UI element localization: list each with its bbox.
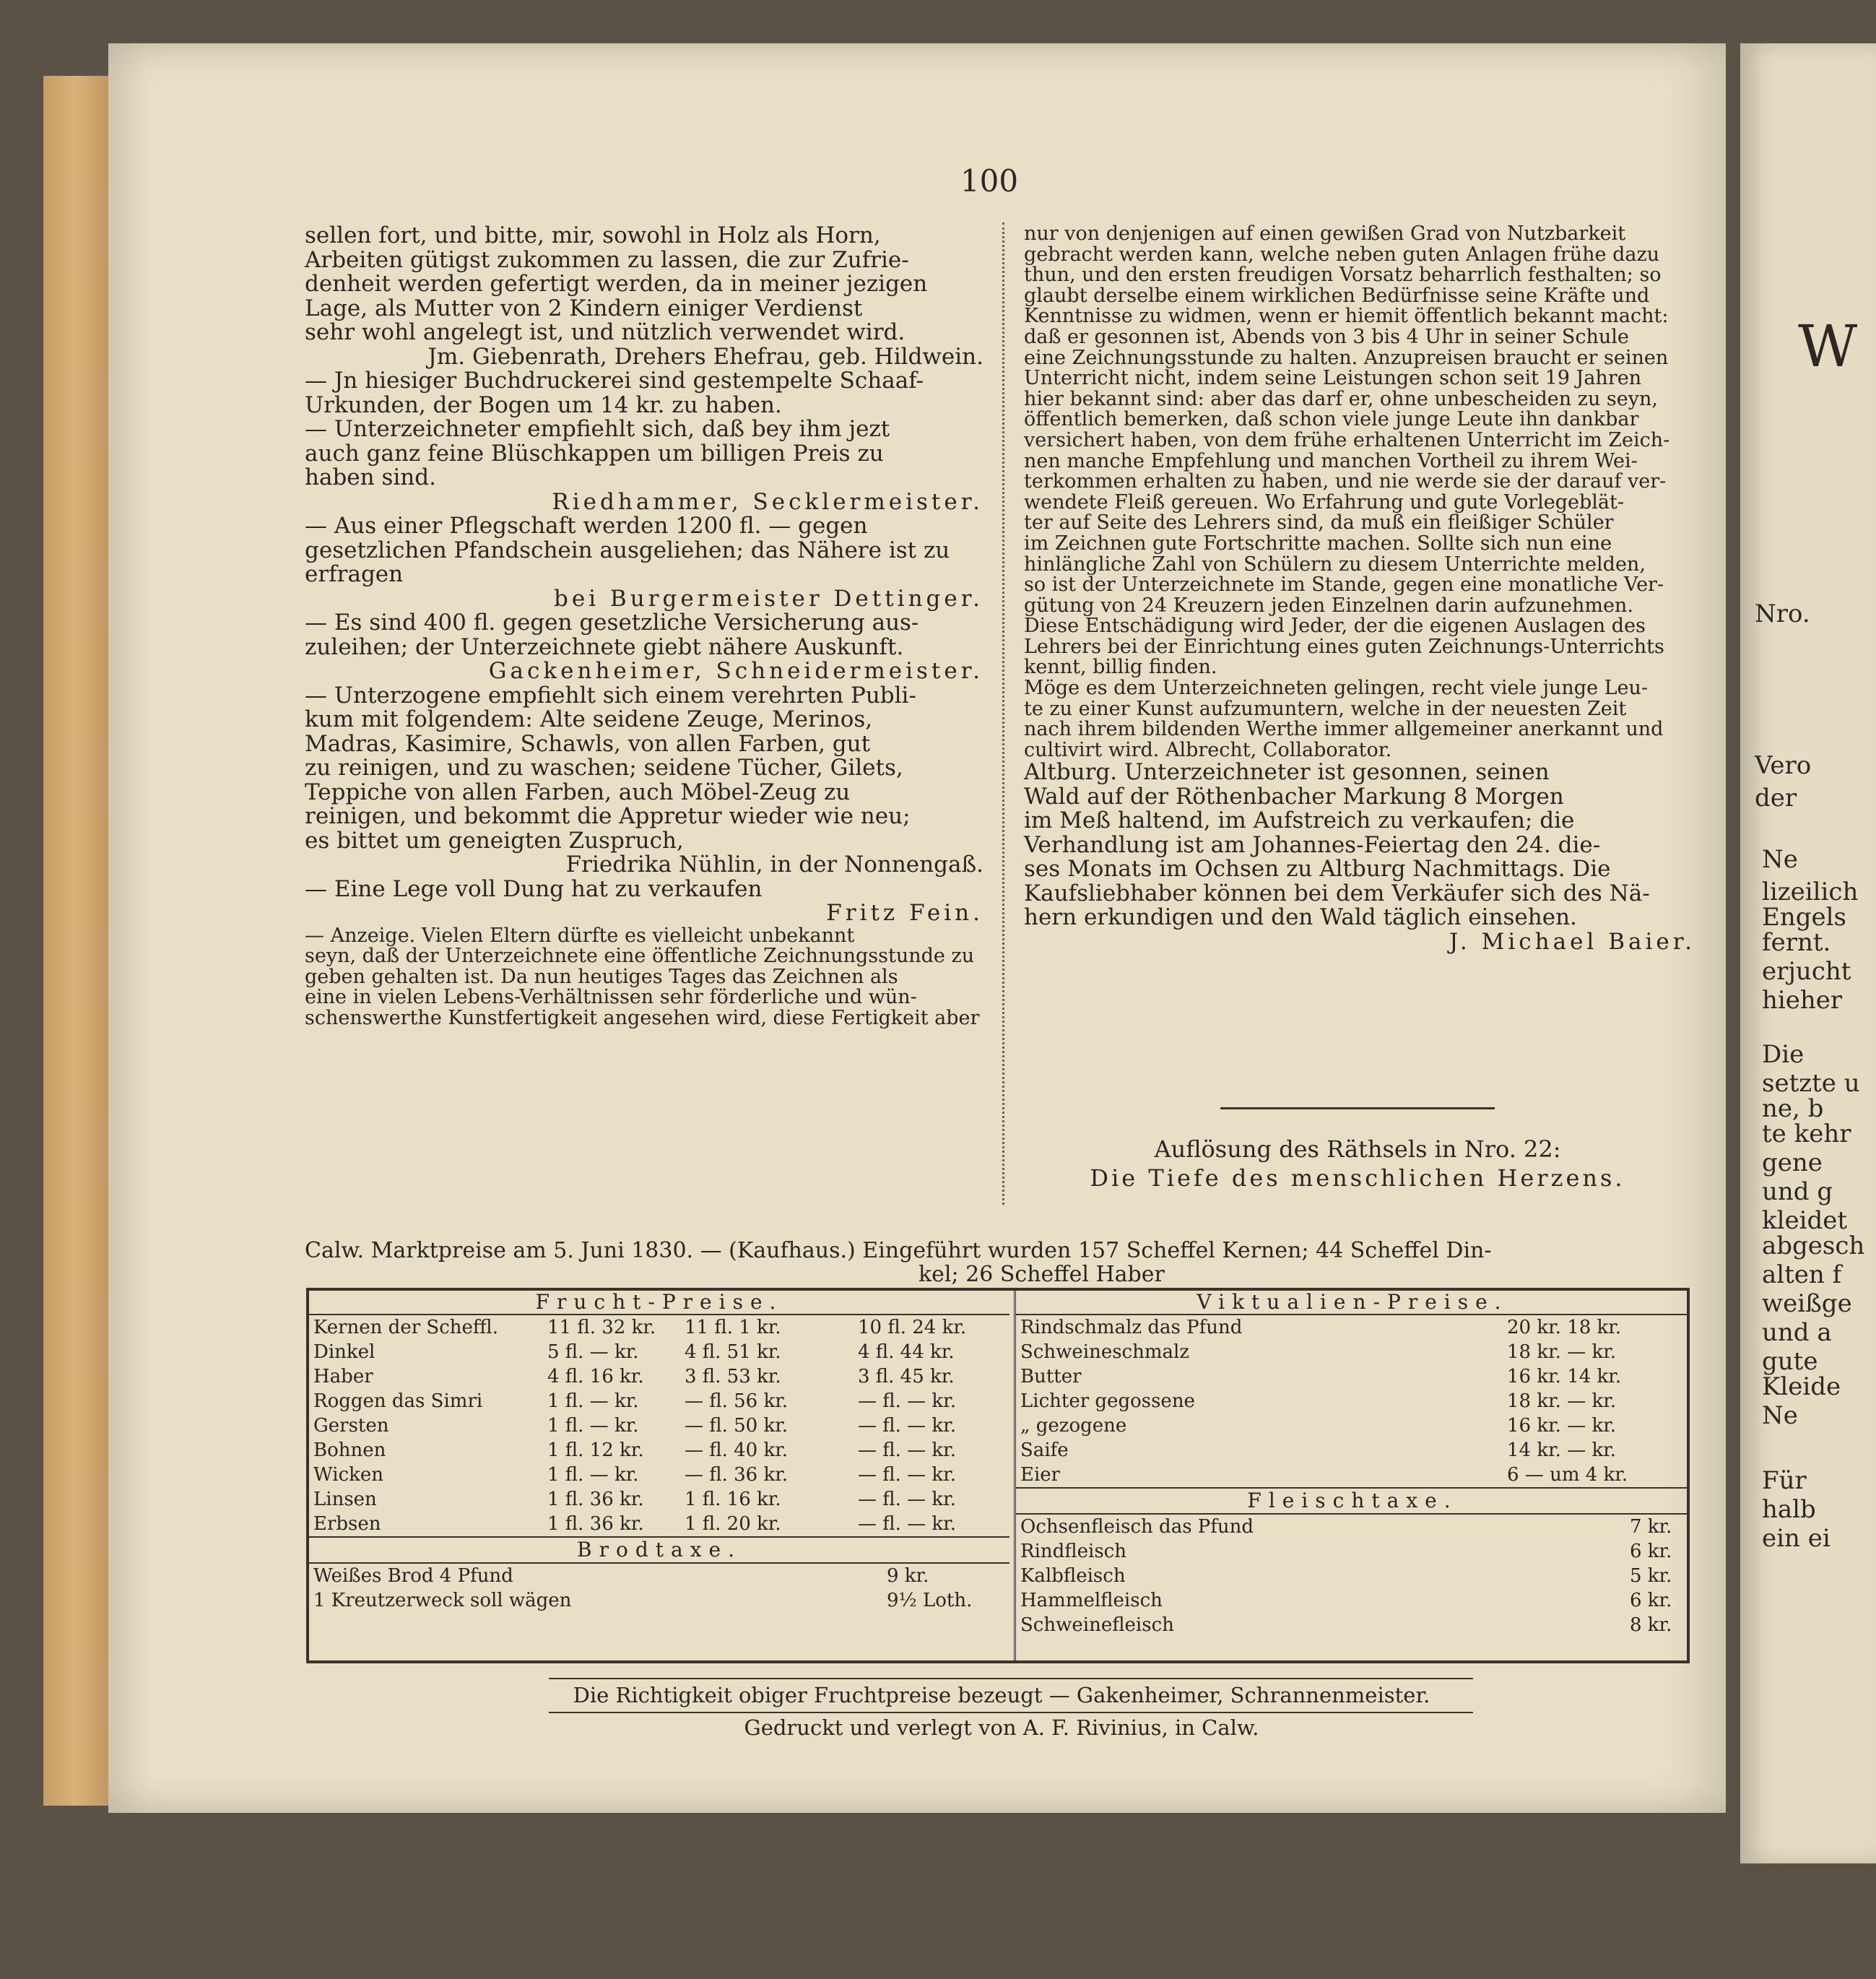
facing-page-fragment: Kleide bbox=[1762, 1372, 1841, 1401]
text-line: zuleihen; der Unterzeichnete giebt nähere Auskunft. bbox=[305, 633, 904, 660]
table-row bbox=[309, 1413, 1009, 1438]
table-row bbox=[1016, 1438, 1689, 1463]
table-cell: Gersten bbox=[313, 1415, 389, 1437]
table-cell: Butter bbox=[1020, 1366, 1082, 1387]
market-header bbox=[305, 1239, 1698, 1286]
text-line: eine Zeichnungsstunde zu halten. Anzupreisen braucht er seinen bbox=[1024, 346, 1669, 369]
text-line: Madras, Kasimire, Schawls, von allen Farben, gut bbox=[305, 730, 871, 757]
text-line: sellen fort, und bitte, mir, sowohl in Holz als Horn, bbox=[305, 222, 881, 248]
table-row bbox=[1016, 1588, 1689, 1613]
text-line: im Zeichnen gute Fortschritte machen. Sollte sich nun eine bbox=[1024, 532, 1612, 555]
table-cell: 3 fl. 45 kr. bbox=[858, 1366, 955, 1387]
table-cell: 1 fl. 20 kr. bbox=[685, 1513, 781, 1535]
market-header-line1: Calw. Marktpreise am 5. Juni 1830. — (Kaufhaus.) Eingeführt wurden 157 Scheffel Kernen; 44 Scheffel Din- bbox=[305, 1238, 1492, 1263]
text-line: glaubt derselbe einem wirklichen Bedürfnisse seine Kräfte und bbox=[1024, 284, 1650, 307]
table-cell: Schweineschmalz bbox=[1020, 1341, 1190, 1363]
table-cell: Schweinefleisch bbox=[1020, 1614, 1174, 1636]
table-cell: 16 kr. — kr. bbox=[1507, 1415, 1617, 1437]
text-line: Unterricht nicht, indem seine Leistungen schon seit 19 Jahren bbox=[1024, 367, 1642, 390]
table-cell: 1 fl. — kr. bbox=[547, 1464, 639, 1486]
table-cell: — fl. — kr. bbox=[858, 1439, 956, 1461]
text-line: denheit werden gefertigt werden, da in meiner jezigen bbox=[305, 271, 928, 297]
text-line: Arbeiten gütigst zukommen zu lassen, die zur Zufrie- bbox=[305, 246, 909, 273]
text-line: Teppiche von allen Farben, auch Möbel-Zeug zu bbox=[305, 779, 851, 805]
vikt-rows bbox=[1016, 1315, 1689, 1487]
price-table-left bbox=[309, 1291, 1009, 1660]
text-line: so ist der Unterzeichnete im Stande, gegen eine monatliche Ver- bbox=[1024, 573, 1664, 597]
table-cell: 18 kr. — kr. bbox=[1507, 1390, 1617, 1412]
table-cell: Rindfleisch bbox=[1020, 1541, 1126, 1562]
fleisch-header: Fleischtaxe. bbox=[1016, 1487, 1689, 1515]
table-cell: Dinkel bbox=[313, 1341, 375, 1363]
table-row bbox=[309, 1438, 1009, 1463]
aufloesung-answer: Die Tiefe des menschlichen Herzens. bbox=[1090, 1164, 1625, 1192]
table-cell: Wicken bbox=[313, 1464, 384, 1486]
text-line: Fritz Fein. bbox=[826, 900, 983, 926]
right-column bbox=[1024, 224, 1695, 954]
table-row bbox=[309, 1463, 1009, 1487]
text-line: Kenntnisse zu widmen, wenn er hiemit öffentlich bekannt macht: bbox=[1024, 305, 1669, 328]
text-line: nen manche Empfehlung und manchen Vortheil zu ihrem Wei- bbox=[1024, 449, 1638, 472]
text-line: im Meß haltend, im Aufstreich zu verkaufen; die bbox=[1024, 807, 1575, 834]
table-row bbox=[309, 1512, 1009, 1536]
text-line: wendete Fleiß gereuen. Wo Erfahrung und gute Vorlegeblät- bbox=[1024, 490, 1625, 514]
facing-page-fragment: Vero bbox=[1755, 751, 1812, 780]
section-rule bbox=[1220, 1107, 1495, 1109]
text-line: — Es sind 400 fl. gegen gesetzliche Versicherung aus- bbox=[305, 610, 919, 636]
facing-page-fragment: Nro. bbox=[1755, 599, 1810, 628]
facing-page-fragment: Ne bbox=[1762, 1401, 1798, 1430]
text-line: — Unterzeichneter empfiehlt sich, daß bey ihm jezt bbox=[305, 416, 890, 442]
text-line: ter auf Seite des Lehrers sind, da muß ein fleißiger Schüler bbox=[1024, 511, 1614, 534]
page-number: 100 bbox=[960, 163, 1019, 199]
table-row bbox=[1016, 1539, 1689, 1564]
table-cell: Rindschmalz das Pfund bbox=[1020, 1317, 1243, 1338]
table-cell: 3 fl. 53 kr. bbox=[685, 1366, 781, 1387]
text-line: Gackenheimer, Schneidermeister. bbox=[488, 658, 983, 684]
table-cell: — fl. — kr. bbox=[858, 1464, 956, 1486]
column-divider bbox=[1002, 222, 1006, 1205]
table-row bbox=[1016, 1315, 1689, 1340]
table-row bbox=[309, 1315, 1009, 1340]
text-line: Lehrers bei der Einrichtung eines guten Zeichnungs-Unterrichts bbox=[1024, 635, 1664, 658]
table-cell: 1 fl. 16 kr. bbox=[685, 1489, 781, 1510]
facing-page-fragment: fernt. bbox=[1762, 928, 1831, 957]
text-line: nur von denjenigen auf einen gewißen Grad von Nutzbarkeit bbox=[1024, 222, 1626, 245]
text-line: hern erkundigen und den Wald täglich einsehen. bbox=[1024, 904, 1577, 931]
frucht-rows bbox=[309, 1315, 1009, 1536]
table-cell: Roggen das Simri bbox=[313, 1390, 483, 1412]
text-line: auch ganz feine Blüschkappen um billigen Preis zu bbox=[305, 440, 884, 467]
fleisch-rows bbox=[1016, 1515, 1689, 1637]
text-line: daß er gesonnen ist, Abends von 3 bis 4 Uhr in seiner Schule bbox=[1024, 325, 1629, 348]
table-cell: Hammelfleisch bbox=[1020, 1590, 1163, 1611]
text-line: — Eine Lege voll Dung hat zu verkaufen bbox=[305, 875, 763, 902]
table-row bbox=[1016, 1463, 1689, 1487]
facing-page-fragment: hieher bbox=[1762, 986, 1843, 1015]
text-line: geben gehalten ist. Da nun heutiges Tages das Zeichnen als bbox=[305, 965, 898, 988]
facing-page-fragment: abgesch bbox=[1762, 1231, 1865, 1260]
text-line: Kaufsliebhaber können bei dem Verkäufer sich des Nä- bbox=[1024, 880, 1650, 906]
text-line: — Unterzogene empfiehlt sich einem verehrten Publi- bbox=[305, 682, 916, 709]
text-line: eine in vielen Lebens-Verhältnissen sehr förderliche und wün- bbox=[305, 986, 917, 1009]
text-line: Wald auf der Röthenbacher Markung 8 Morgen bbox=[1024, 783, 1564, 810]
table-cell: Ochsenfleisch das Pfund bbox=[1020, 1516, 1254, 1538]
table-cell: — fl. 40 kr. bbox=[685, 1439, 789, 1461]
table-cell: Lichter gegossene bbox=[1020, 1390, 1195, 1412]
table-cell: 1 fl. 12 kr. bbox=[547, 1439, 644, 1461]
text-line: erfragen bbox=[305, 561, 404, 587]
table-cell: Weißes Brod 4 Pfund bbox=[313, 1565, 513, 1587]
facing-page-fragment: halb bbox=[1762, 1495, 1816, 1524]
text-line: hier bekannt sind: aber das darf er, ohne unbescheiden zu seyn, bbox=[1024, 387, 1658, 410]
table-row bbox=[309, 1588, 1009, 1613]
facing-page-fragment: weißge bbox=[1762, 1289, 1852, 1318]
table-row bbox=[309, 1487, 1009, 1512]
text-line: Friedrika Nühlin, in der Nonnengaß. bbox=[565, 852, 983, 878]
table-cell: — fl. — kr. bbox=[858, 1489, 956, 1510]
table-cell: 4 fl. 16 kr. bbox=[547, 1366, 644, 1387]
table-cell: 1 fl. — kr. bbox=[547, 1415, 639, 1437]
table-cell: 14 kr. — kr. bbox=[1507, 1439, 1617, 1461]
facing-page-fragment: alten f bbox=[1762, 1260, 1842, 1289]
facing-page-fragment: te kehr bbox=[1762, 1120, 1851, 1148]
text-line: reinigen, und bekommt die Appretur wieder wie neu; bbox=[305, 803, 911, 829]
text-line: Riedhammer, Secklermeister. bbox=[552, 488, 983, 515]
table-cell: — fl. 56 kr. bbox=[685, 1390, 789, 1412]
table-cell: — fl. 50 kr. bbox=[685, 1415, 789, 1437]
table-row bbox=[1016, 1364, 1689, 1389]
text-line: J. Michael Baier. bbox=[1449, 928, 1695, 955]
table-cell: Haber bbox=[313, 1366, 373, 1387]
table-cell: 4 fl. 44 kr. bbox=[858, 1341, 955, 1363]
text-line: sehr wohl angelegt ist, und nützlich verwendet wird. bbox=[305, 319, 906, 345]
table-cell: Eier bbox=[1020, 1464, 1061, 1486]
table-cell: 1 fl. 36 kr. bbox=[547, 1513, 644, 1535]
text-line: zu reinigen, und zu waschen; seidene Tücher, Gilets, bbox=[305, 755, 903, 781]
text-line: öffentlich bemerken, daß schon viele junge Leute ihn dankbar bbox=[1024, 408, 1639, 431]
table-cell: 4 fl. 51 kr. bbox=[685, 1341, 781, 1363]
brod-header: Brodtaxe. bbox=[309, 1536, 1009, 1564]
table-cell: 5 fl. — kr. bbox=[547, 1341, 639, 1363]
text-line: Möge es dem Unterzeichneten gelingen, recht viele junge Leu- bbox=[1024, 677, 1649, 700]
text-line: terkommen erhalten zu haben, und nie werde sie der darauf ver- bbox=[1024, 470, 1667, 493]
text-line: Altburg. Unterzeichneter ist gesonnen, seinen bbox=[1024, 759, 1550, 786]
table-row bbox=[309, 1364, 1009, 1389]
brod-rows bbox=[309, 1564, 1009, 1613]
table-row bbox=[309, 1340, 1009, 1364]
table-cell: Bohnen bbox=[313, 1439, 386, 1461]
table-cell: Saife bbox=[1020, 1439, 1069, 1461]
table-row bbox=[1016, 1564, 1689, 1588]
table-cell: Erbsen bbox=[313, 1513, 381, 1535]
text-line: gebracht werden kann, welche neben guten Anlagen frühe dazu bbox=[1024, 243, 1660, 266]
table-cell: — fl. 36 kr. bbox=[685, 1464, 789, 1486]
facing-page-fragment: kleidet bbox=[1762, 1206, 1848, 1235]
text-line: Jm. Giebenrath, Drehers Ehefrau, geb. Hildwein. bbox=[427, 343, 983, 370]
text-line: — Jn hiesiger Buchdruckerei sind gestempelte Schaaf- bbox=[305, 368, 924, 394]
facing-page bbox=[1740, 43, 1876, 1863]
footer-printer: Gedruckt und verlegt von A. F. Rivinius, in Calw. bbox=[744, 1715, 1259, 1740]
text-line: cultivirt wird. Albrecht, Collaborator. bbox=[1024, 738, 1392, 761]
table-row bbox=[1016, 1340, 1689, 1364]
table-row bbox=[1016, 1389, 1689, 1413]
table-cell: 6 — um 4 kr. bbox=[1507, 1464, 1628, 1486]
frucht-header: Frucht-Preise. bbox=[309, 1291, 1009, 1315]
table-cell: 9½ Loth. bbox=[887, 1590, 973, 1611]
table-cell: — fl. — kr. bbox=[858, 1415, 956, 1437]
vikt-header: Viktualien-Preise. bbox=[1016, 1291, 1689, 1315]
table-cell: 6 kr. bbox=[1630, 1590, 1672, 1611]
aufloesung-title: Auflösung des Räthsels in Nro. 22: bbox=[1154, 1135, 1561, 1163]
text-line: Urkunden, der Bogen um 14 kr. zu haben. bbox=[305, 391, 782, 418]
text-line: gesetzlichen Pfandschein ausgeliehen; das Nähere ist zu bbox=[305, 537, 950, 563]
facing-page-fragment: W bbox=[1798, 313, 1858, 380]
facing-page-fragment: erjucht bbox=[1762, 957, 1851, 986]
facing-page-fragment: und a bbox=[1762, 1318, 1832, 1347]
facing-page-fragment: Engels bbox=[1762, 903, 1846, 932]
table-cell: „ gezogene bbox=[1020, 1415, 1127, 1437]
table-row bbox=[1016, 1613, 1689, 1637]
text-line: hinlängliche Zahl von Schülern zu diesem Unterrichte melden, bbox=[1024, 553, 1646, 576]
facing-page-fragment: ein ei bbox=[1762, 1524, 1831, 1553]
left-column bbox=[305, 224, 983, 1029]
facing-page-fragment: ne, b bbox=[1762, 1094, 1824, 1123]
text-line: versichert haben, von dem frühe erhaltenen Unterricht im Zeich- bbox=[1024, 428, 1670, 451]
table-cell: 6 kr. bbox=[1630, 1541, 1672, 1562]
text-line: es bittet um geneigten Zuspruch, bbox=[305, 827, 684, 854]
table-cell: 11 fl. 1 kr. bbox=[685, 1317, 781, 1338]
price-table bbox=[306, 1288, 1690, 1663]
table-cell: 18 kr. — kr. bbox=[1507, 1341, 1617, 1363]
text-line: Diese Entschädigung wird Jeder, der die eigenen Auslagen des bbox=[1024, 615, 1646, 638]
facing-page-fragment: setzte u bbox=[1762, 1069, 1860, 1098]
facing-page-fragment: gute bbox=[1762, 1347, 1818, 1376]
facing-page-fragment: und g bbox=[1762, 1177, 1833, 1206]
table-row bbox=[1016, 1413, 1689, 1438]
table-cell: Kalbfleisch bbox=[1020, 1565, 1126, 1587]
table-cell: — fl. — kr. bbox=[858, 1513, 956, 1535]
table-row bbox=[309, 1389, 1009, 1413]
table-cell: Kernen der Scheffl. bbox=[313, 1317, 498, 1338]
text-line: Lage, als Mutter von 2 Kindern einiger Verdienst bbox=[305, 295, 863, 321]
table-cell: 7 kr. bbox=[1630, 1516, 1672, 1538]
table-cell: 5 kr. bbox=[1630, 1565, 1672, 1587]
table-cell: 20 kr. 18 kr. bbox=[1507, 1317, 1622, 1338]
table-cell: 16 kr. 14 kr. bbox=[1507, 1366, 1622, 1387]
footer-rule-bottom bbox=[549, 1712, 1473, 1713]
text-line: kennt, billig finden. bbox=[1024, 656, 1217, 679]
text-line: haben sind. bbox=[305, 464, 436, 490]
facing-page-fragment: lizeilich bbox=[1762, 878, 1859, 906]
text-line: ses Monats im Ochsen zu Altburg Nachmittags. Die bbox=[1024, 856, 1611, 883]
table-cell: 1 fl. — kr. bbox=[547, 1390, 639, 1412]
market-header-line2: kel; 26 Scheffel Haber bbox=[919, 1262, 1165, 1287]
text-line: seyn, daß der Unterzeichnete eine öffentliche Zeichnungsstunde zu bbox=[305, 945, 975, 968]
table-cell: Linsen bbox=[313, 1489, 377, 1510]
text-line: schenswerthe Kunstfertigkeit angesehen wird, diese Fertigkeit aber bbox=[305, 1006, 980, 1029]
text-line: kum mit folgendem: Alte seidene Zeuge, Merinos, bbox=[305, 706, 873, 732]
facing-page-fragment: Für bbox=[1762, 1466, 1807, 1495]
table-cell: 1 Kreutzerweck soll wägen bbox=[313, 1590, 572, 1611]
table-cell: 1 fl. 36 kr. bbox=[547, 1489, 644, 1510]
text-line: — Aus einer Pflegschaft werden 1200 fl. — gegen bbox=[305, 513, 868, 539]
facing-page-fragment: Die bbox=[1762, 1040, 1805, 1069]
text-line: bei Burgermeister Dettinger. bbox=[553, 585, 983, 612]
table-cell: 9 kr. bbox=[887, 1565, 929, 1587]
text-line: te zu einer Kunst aufzumuntern, welche in der neuesten Zeit bbox=[1024, 697, 1627, 720]
footer-rule-top bbox=[549, 1678, 1473, 1679]
table-cell: 10 fl. 24 kr. bbox=[858, 1317, 967, 1338]
price-table-right bbox=[1014, 1291, 1689, 1660]
table-row bbox=[1016, 1515, 1689, 1539]
facing-page-fragment: der bbox=[1755, 784, 1797, 813]
facing-page-fragment: Ne bbox=[1762, 845, 1798, 874]
facing-page-fragment: gene bbox=[1762, 1148, 1823, 1177]
text-line: gütung von 24 Kreuzern jeden Einzelnen darin aufzunehmen. bbox=[1024, 594, 1633, 617]
text-line: thun, und den ersten freudigen Vorsatz beharrlich festhalten; so bbox=[1024, 264, 1662, 287]
text-line: Verhandlung ist am Johannes-Feiertag den 24. die- bbox=[1024, 831, 1601, 858]
footer-attestation: Die Richtigkeit obiger Fruchtpreise bezeugt — Gakenheimer, Schrannenmeister. bbox=[573, 1683, 1430, 1707]
text-line: — Anzeige. Vielen Eltern dürfte es vielleicht unbekannt bbox=[305, 924, 855, 947]
text-line: nach ihrem bildenden Werthe immer allgemeiner anerkannt und bbox=[1024, 718, 1664, 741]
table-row bbox=[309, 1564, 1009, 1588]
table-cell: 8 kr. bbox=[1630, 1614, 1672, 1636]
table-cell: — fl. — kr. bbox=[858, 1390, 956, 1412]
table-cell: 11 fl. 32 kr. bbox=[547, 1317, 656, 1338]
